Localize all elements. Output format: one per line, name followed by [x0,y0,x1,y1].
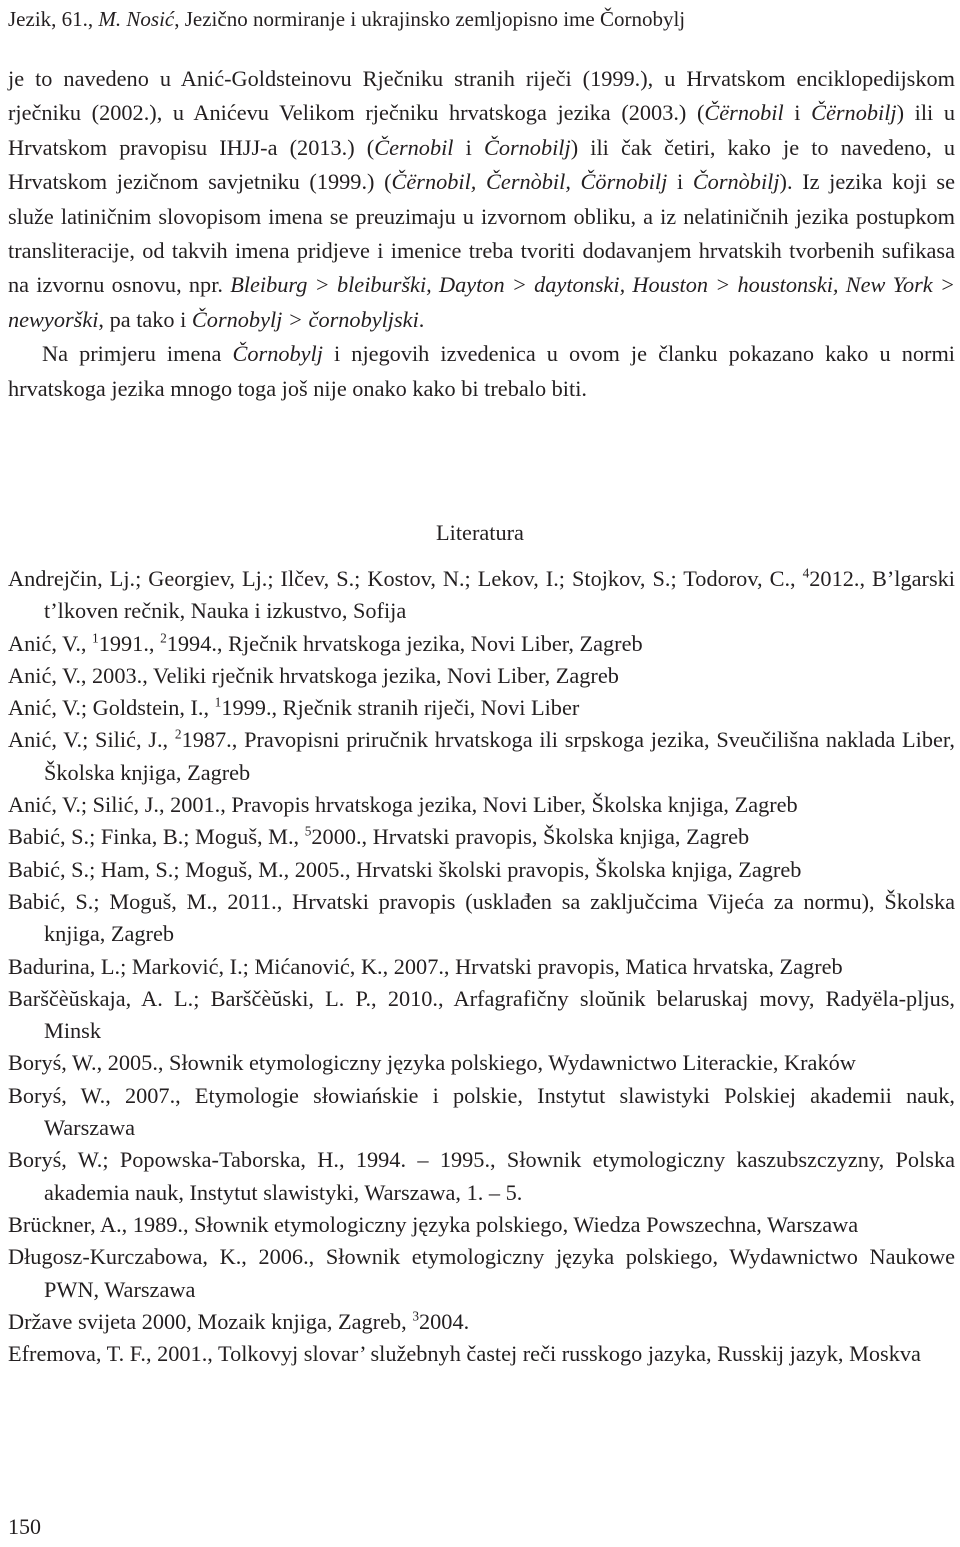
italic-text: Čërnobil, Černòbil, Čörnobilj [391,169,668,195]
page-number: 150 [8,1514,41,1539]
reference-entry [8,1047,955,1079]
text-run: Babić, S.; Moguš, M., 2011., Hrvatski pravopis (usklađen sa zaključcima Vijeća za normu), Školska knjiga, Zagreb [8,888,955,947]
text-run: Države svijeta 2000, Mozaik knjiga, Zagreb, [8,1308,413,1334]
italic-text: Bleiburg > bleiburški, Dayton > daytonski, Houston > houstonski, New York > newyorški [8,272,956,332]
reference-entry [8,951,955,983]
text-run: 1991., [98,630,161,656]
italic-text: Čërnobilj [811,100,897,126]
reference-entry [8,724,955,789]
header-title: , Jezično normiranje i ukrajinsko zemljopisno ime Čornobylj [174,7,686,31]
text-run: 1994., Rječnik hrvatskoga jezika, Novi Liber, Zagreb [166,630,643,656]
superscript-edition: 3 [412,1308,419,1324]
superscript-edition: 5 [304,823,312,839]
text-run: Babić, S.; Ham, S.; Moguš, M., 2005., Hrvatski školski pravopis, Školska knjiga, Zagreb [8,856,802,882]
text-run: Brückner, A., 1989., Słownik etymologiczny języka polskiego, Wiedza Powszechna, Warszawa [8,1211,859,1237]
reference-entry [8,1241,955,1306]
reference-entry [8,1338,955,1370]
reference-entry [8,821,955,853]
text-run: i njegovih izvedenica u ovom je članku pokazano kako u normi hrvatskoga jezika mnogo toga još nije onako kako bi trebalo biti. [8,341,955,401]
reference-entry [8,692,955,724]
header-author-name: M. Nosić [98,7,175,31]
text-run: Anić, V., [8,630,93,656]
text-run: ) ili čak četiri, kako je to navedeno, u Hrvatskom jezičnom savjetniku (1999.) ( [8,134,956,195]
reference-entry [8,563,955,628]
text-run: Anić, V.; Silić, J., [8,727,175,753]
body-paragraph-2 [8,337,955,406]
reference-entry [8,789,955,821]
superscript-edition: 1 [92,630,99,646]
italic-text: Čornobilj [483,134,571,160]
superscript-edition: 2 [160,630,167,646]
text-run: Anić, V.; Silić, J., 2001., Pravopis hrvatskoga jezika, Novi Liber, Školska knjiga, Zagreb [8,792,798,818]
reference-entry [8,983,955,1048]
text-run: Na primjeru imena [42,341,233,367]
text-run: , pa tako i [98,306,192,332]
text-run: 2004. [419,1308,470,1334]
text-run: Efremova, T. F., 2001., Tolkovyj slovar’ služebnyh častej reči russkogo jazyka, Russkij jazyk, Moskva [8,1341,921,1367]
reference-entry [8,628,955,660]
text-run: ). Iz jezika koji se služe latiničnim slovopisom imena se preuzimaju u izvornom obliku, a iz nelatiničnih jezika postupkom transliteracije, od takvih imena pridjeve i imenice treba tvoriti dodavanjem hrvatskih tvorbenih sufikasa na izvornu osnovu, npr. [8,169,955,298]
text-run: Boryś, W.; Popowska-Taborska, H., 1994. – 1995., Słownik etymologiczny kaszubszczyzny, Polska akademia nauk, Instytut slawistyki, Warszawa, 1. – 5. [8,1147,955,1205]
running-header [8,4,952,34]
body-text [8,62,955,406]
reference-entry [8,1306,955,1338]
text-run: Anić, V., 2003., Veliki rječnik hrvatskoga jezika, Novi Liber, Zagreb [8,662,619,688]
text-run: Andrejčin, Lj.; Georgiev, Lj.; Ilčev, S.; Kostov, N.; Lekov, I.; Stojkov, S.; Todorov, C., [8,566,803,591]
text-run: Anić, V.; Goldstein, I., [8,695,215,721]
superscript-edition: 1 [214,694,222,710]
reference-entry [8,854,955,886]
italic-text: Čërnobil [704,100,784,126]
superscript-edition: 4 [802,565,810,581]
header-authors: Jezik, 61., [8,7,99,31]
italic-text: Černobil [374,134,454,160]
text-run: Badurina, L.; Marković, I.; Mićanović, K., 2007., Hrvatski pravopis, Matica hrvatska, Zagreb [8,953,843,979]
reference-entry [8,1209,955,1241]
text-run: Boryś, W., 2007., Etymologie słowiańskie i polskie, Instytut slawistyki Polskiej akademii nauk, Warszawa [8,1082,955,1141]
text-run: 2000., Hrvatski pravopis, Školska knjiga, Zagreb [311,824,750,850]
literature-heading: Literatura [436,520,524,545]
reference-entry [8,1144,955,1209]
text-run: i [667,169,693,195]
text-run: i [783,100,812,126]
text-run: 1999., Rječnik stranih riječi, Novi Liber [221,695,580,721]
text-run: Babić, S.; Finka, B.; Moguš, M., [8,824,305,850]
text-run: ) ili u Hrvatskom pravopisu IHJJ-a (2013.) ( [8,100,955,160]
text-run: 1987., Pravopisni priručnik hrvatskoga ili srpskoga jezika, Sveučilišna naklada Liber, Školska knjiga, Zagreb [44,727,955,785]
italic-text: Čornobylj [232,341,323,367]
text-run: 2012., B’lgarski t’lkoven rečnik, Nauka i izkustvo, Sofija [44,566,955,624]
italic-text: Čornobylj > čornobyljski [191,306,419,332]
reference-entry [8,886,955,951]
reference-entry [8,660,955,692]
reference-entry [8,1080,955,1145]
text-run: je to navedeno u Anić-Goldsteinovu Rječniku stranih riječi (1999.), u Hrvatskom enciklopedijskom rječniku (2002.), u Anićevu Velikom rječniku hrvatskoga jezika (2003.) ( [8,66,955,126]
text-run: i [453,134,484,160]
text-run: Barščèŭskaja, A. L.; Barščèŭski, L. P., 2010., Arfagrafičny sloŭnik belaruskaj movy, Radyëla-pljus, Minsk [8,985,955,1044]
text-run: Boryś, W., 2005., Słownik etymologiczny języka polskiego, Wydawnictwo Literackie, Kraków [8,1050,856,1076]
superscript-edition: 2 [174,727,182,743]
text-run: . [418,306,425,332]
reference-list [8,563,955,1370]
italic-text: Čornòbilj [692,169,780,195]
body-paragraph-1 [8,62,955,337]
text-run: Długosz-Kurczabowa, K., 2006., Słownik etymologiczny języka polskiego, Wydawnictwo Naukowe PWN, Warszawa [8,1244,955,1302]
